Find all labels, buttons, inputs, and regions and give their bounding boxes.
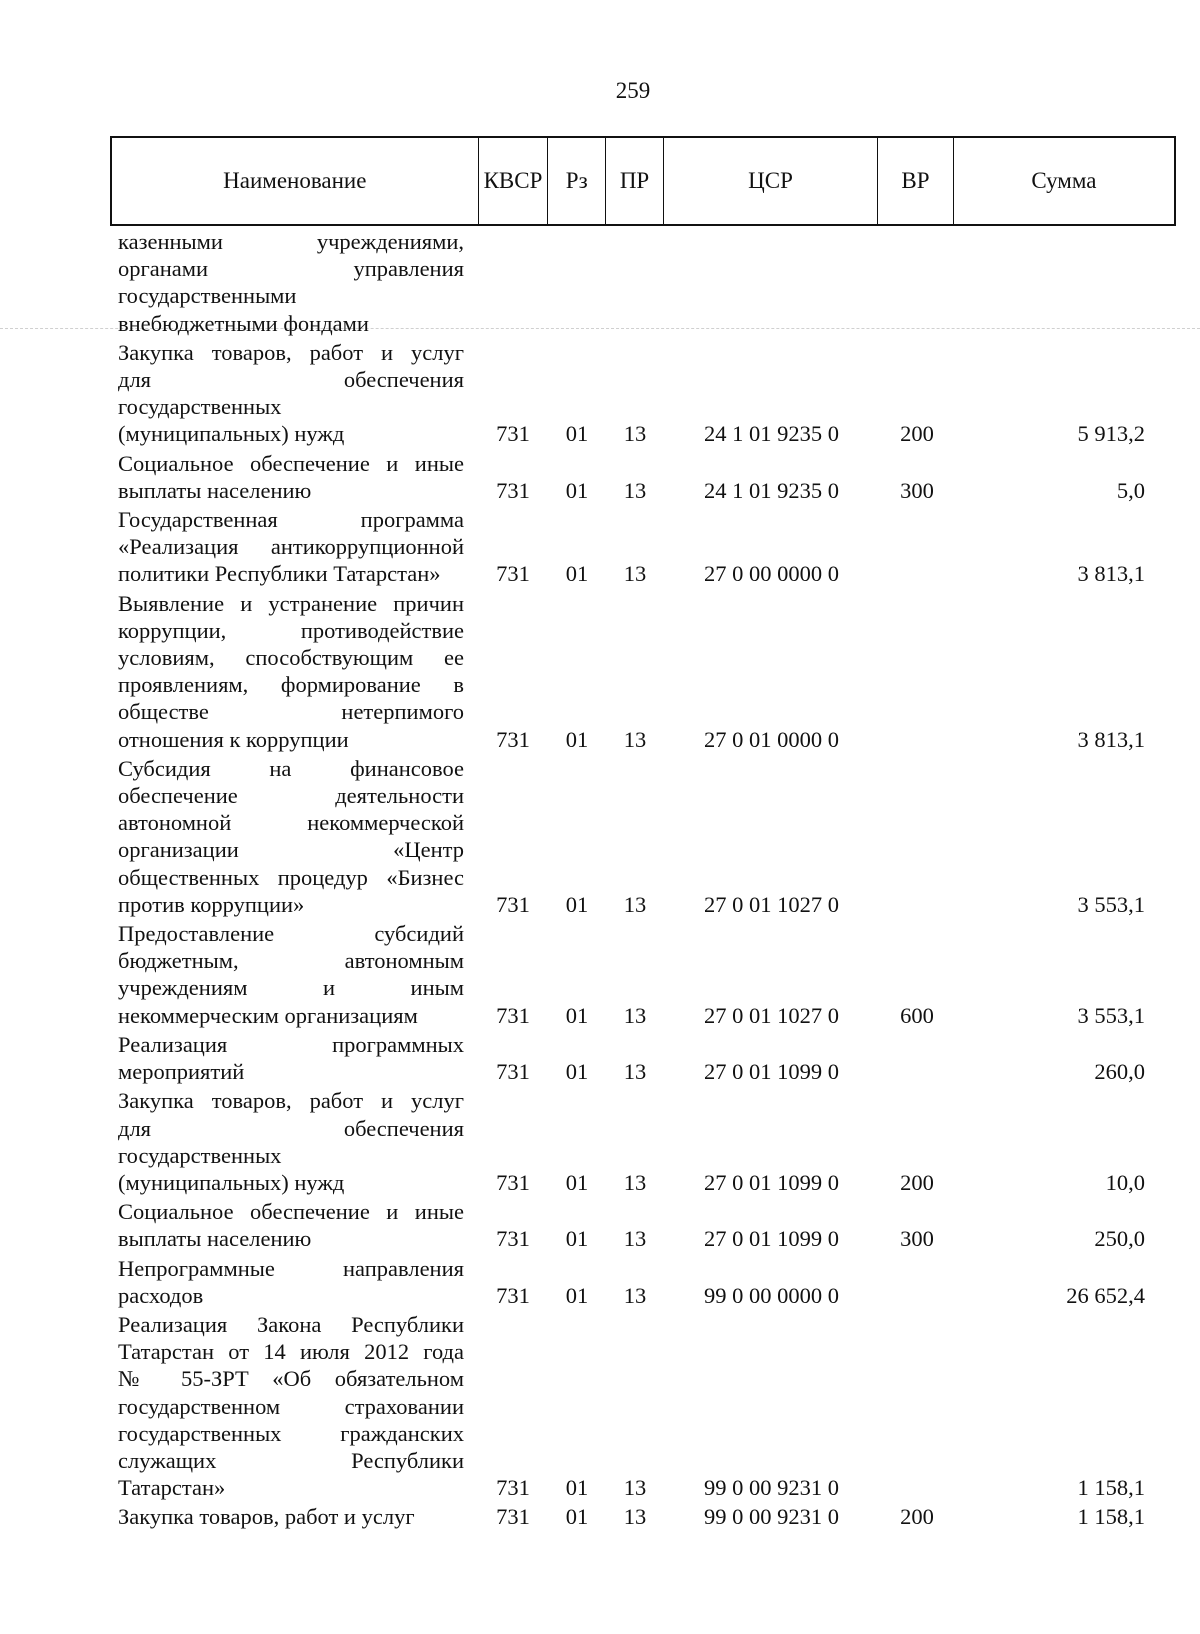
- row-name-line: Реализация программных: [118, 1031, 464, 1057]
- row-name-line: для обеспечения: [118, 367, 464, 393]
- row-spacer: [110, 1531, 1176, 1533]
- row-csr: 99 0 00 0000 0: [704, 1282, 839, 1308]
- row-csr: 27 0 01 0000 0: [704, 726, 839, 752]
- row-name-line: казенными учреждениями,: [118, 229, 464, 254]
- row-sum: 250,0: [1094, 1226, 1145, 1252]
- row-pr: 13: [623, 1002, 647, 1028]
- row-name: [110, 1087, 478, 1196]
- row-rz: 01: [565, 421, 589, 447]
- row-kvsr: 731: [496, 561, 530, 587]
- row-sum: 3 553,1: [1077, 1002, 1145, 1028]
- row-rz: 01: [565, 477, 589, 503]
- row-rz: 01: [565, 1059, 589, 1085]
- row-name-line: Субсидия на финансовое: [118, 755, 464, 781]
- row-name-line: против коррупции»: [118, 891, 305, 917]
- header-sum: Сумма: [1031, 168, 1097, 193]
- row-kvsr: 731: [496, 726, 530, 752]
- row-name-line: обеспечение деятельности: [118, 783, 464, 809]
- row-kvsr: 731: [496, 1059, 530, 1085]
- header-kvsr: КВСР: [479, 138, 549, 224]
- row-name-line: Татарстан»: [118, 1475, 226, 1501]
- header-pr: ПР: [606, 138, 664, 224]
- row-name-line: органами управления: [118, 256, 464, 282]
- header-vr: ВР: [878, 138, 954, 224]
- row-kvsr: 731: [496, 1504, 530, 1530]
- row-vr: 300: [900, 1226, 934, 1252]
- row-name-line: служащих Республики: [118, 1447, 464, 1473]
- row-name: [110, 1031, 478, 1085]
- row-name: [110, 755, 478, 918]
- row-sum: 5 913,2: [1077, 421, 1145, 447]
- row-pr: 13: [623, 726, 647, 752]
- row-csr: 27 0 01 1099 0: [704, 1059, 839, 1085]
- row-kvsr: 731: [496, 421, 530, 447]
- row-rz: 01: [565, 1504, 589, 1530]
- row-name-line: проявлениям, формирование в: [118, 672, 464, 698]
- row-name: [110, 1311, 478, 1501]
- row-vr: 200: [900, 421, 934, 447]
- table-row: [110, 339, 1176, 448]
- row-name-line: Выявление и устранение причин: [118, 590, 464, 616]
- row-rz: 01: [565, 726, 589, 752]
- row-name-line: некоммерческим организациям: [118, 1002, 418, 1028]
- row-vr: 300: [900, 477, 934, 503]
- row-name-line: государственных: [118, 1142, 282, 1168]
- row-name-line: выплаты населению: [118, 1226, 312, 1252]
- row-kvsr: 731: [496, 1002, 530, 1028]
- row-sum: 260,0: [1094, 1059, 1145, 1085]
- row-vr: 600: [900, 1002, 934, 1028]
- row-name-line: государственных: [118, 394, 282, 420]
- row-name-line: выплаты населению: [118, 477, 312, 503]
- row-name-line: (муниципальных) нужд: [118, 421, 345, 447]
- row-pr: 13: [623, 421, 647, 447]
- row-name-line: государственных гражданских: [118, 1420, 464, 1446]
- row-name-line: политики Республики Татарстан»: [118, 561, 441, 587]
- row-csr: 24 1 01 9235 0: [704, 421, 839, 447]
- row-name-line: Социальное обеспечение и иные: [118, 1199, 464, 1225]
- row-name-line: учреждениям и иным: [118, 975, 464, 1001]
- row-kvsr: 731: [496, 891, 530, 917]
- row-name: [110, 506, 478, 588]
- row-name-line: условиям, способствующим ее: [118, 645, 464, 671]
- header-csr: ЦСР: [664, 138, 878, 224]
- row-rz: 01: [565, 1002, 589, 1028]
- budget-table: [110, 136, 1176, 1533]
- table-row: [110, 450, 1176, 504]
- row-csr: 27 0 00 0000 0: [704, 561, 839, 587]
- row-name: [110, 450, 478, 504]
- row-csr: 27 0 01 1099 0: [704, 1226, 839, 1252]
- row-name-line: Закупка товаров, работ и услуг: [118, 1504, 415, 1530]
- row-sum: 1 158,1: [1077, 1475, 1145, 1501]
- row-kvsr: 731: [496, 1169, 530, 1195]
- row-name-line: государственном страховании: [118, 1393, 464, 1419]
- table-row: [110, 228, 1176, 337]
- table-row: [110, 1198, 1176, 1252]
- row-name-line: отношения к коррупции: [118, 726, 349, 752]
- row-name-line: № 55-ЗРТ «Об обязательном: [118, 1366, 464, 1392]
- row-csr: 27 0 01 1027 0: [704, 891, 839, 917]
- row-name-line: Закупка товаров, работ и услуг: [118, 339, 464, 365]
- row-pr: 13: [623, 1475, 647, 1501]
- row-name-line: «Реализация антикоррупционной: [118, 534, 464, 560]
- row-pr: 13: [623, 1059, 647, 1085]
- row-name: [110, 920, 478, 1029]
- table-row: [110, 920, 1176, 1029]
- row-pr: 13: [623, 561, 647, 587]
- row-sum: 3 813,1: [1077, 726, 1145, 752]
- row-name-line: Непрограммные направления: [118, 1255, 464, 1281]
- row-name-line: коррупции, противодействие: [118, 617, 464, 643]
- header-rz: Рз: [548, 138, 606, 224]
- table-row: [110, 1311, 1176, 1501]
- row-name: [110, 339, 478, 448]
- row-rz: 01: [565, 1282, 589, 1308]
- row-vr: 200: [900, 1169, 934, 1195]
- row-csr: 99 0 00 9231 0: [704, 1504, 839, 1530]
- row-pr: 13: [623, 1282, 647, 1308]
- header-name: Наименование: [112, 138, 479, 224]
- row-kvsr: 731: [496, 477, 530, 503]
- table-body: [110, 228, 1176, 1533]
- table-row: [110, 590, 1176, 753]
- row-name-line: обществе нетерпимого: [118, 699, 464, 725]
- row-name: [110, 228, 478, 337]
- row-name-line: государственными: [118, 283, 297, 309]
- row-pr: 13: [623, 1504, 647, 1530]
- row-rz: 01: [565, 1475, 589, 1501]
- row-sum: 10,0: [1105, 1169, 1145, 1195]
- row-rz: 01: [565, 891, 589, 917]
- row-kvsr: 731: [496, 1226, 530, 1252]
- row-rz: 01: [565, 1169, 589, 1195]
- row-name-line: внебюджетными фондами: [118, 310, 369, 336]
- row-name-line: Предоставление субсидий: [118, 921, 464, 947]
- row-name-line: организации «Центр: [118, 837, 464, 863]
- table-row: [110, 506, 1176, 588]
- table-header: [110, 136, 1176, 226]
- row-pr: 13: [623, 891, 647, 917]
- row-name: [110, 590, 478, 753]
- row-name-line: Реализация Закона Республики: [118, 1311, 464, 1337]
- row-csr: 27 0 01 1027 0: [704, 1002, 839, 1028]
- row-name-line: Государственная программа: [118, 507, 464, 533]
- row-name-line: мероприятий: [118, 1059, 245, 1085]
- row-name: [110, 1198, 478, 1252]
- row-csr: 27 0 01 1099 0: [704, 1169, 839, 1195]
- row-name-line: Социальное обеспечение и иные: [118, 450, 464, 476]
- row-sum: 26 652,4: [1066, 1282, 1145, 1308]
- table-row: [110, 755, 1176, 918]
- row-name-line: автономной некоммерческой: [118, 810, 464, 836]
- row-name: [110, 1255, 478, 1309]
- row-pr: 13: [623, 1169, 647, 1195]
- row-name-line: общественных процедур «Бизнес: [118, 864, 464, 890]
- row-rz: 01: [565, 1226, 589, 1252]
- page-number: 259: [615, 78, 651, 103]
- row-pr: 13: [623, 1226, 647, 1252]
- row-rz: 01: [565, 561, 589, 587]
- row-csr: 99 0 00 9231 0: [704, 1475, 839, 1501]
- row-sum: 5,0: [1116, 477, 1145, 503]
- table-row: [110, 1503, 1176, 1530]
- row-name-line: бюджетным, автономным: [118, 948, 464, 974]
- row-csr: 24 1 01 9235 0: [704, 477, 839, 503]
- row-name-line: (муниципальных) нужд: [118, 1169, 345, 1195]
- row-kvsr: 731: [496, 1282, 530, 1308]
- row-sum: 3 813,1: [1077, 561, 1145, 587]
- row-name-line: Закупка товаров, работ и услуг: [118, 1088, 464, 1114]
- row-sum: 1 158,1: [1077, 1504, 1145, 1530]
- row-name-line: расходов: [118, 1282, 204, 1308]
- row-name-line: для обеспечения: [118, 1115, 464, 1141]
- row-pr: 13: [623, 477, 647, 503]
- row-name: [110, 1503, 478, 1530]
- row-vr: 200: [900, 1504, 934, 1530]
- row-kvsr: 731: [496, 1475, 530, 1501]
- row-sum: 3 553,1: [1077, 891, 1145, 917]
- table-row: [110, 1087, 1176, 1196]
- table-row: [110, 1031, 1176, 1085]
- table-row: [110, 1255, 1176, 1309]
- row-name-line: Татарстан от 14 июля 2012 года: [118, 1339, 464, 1365]
